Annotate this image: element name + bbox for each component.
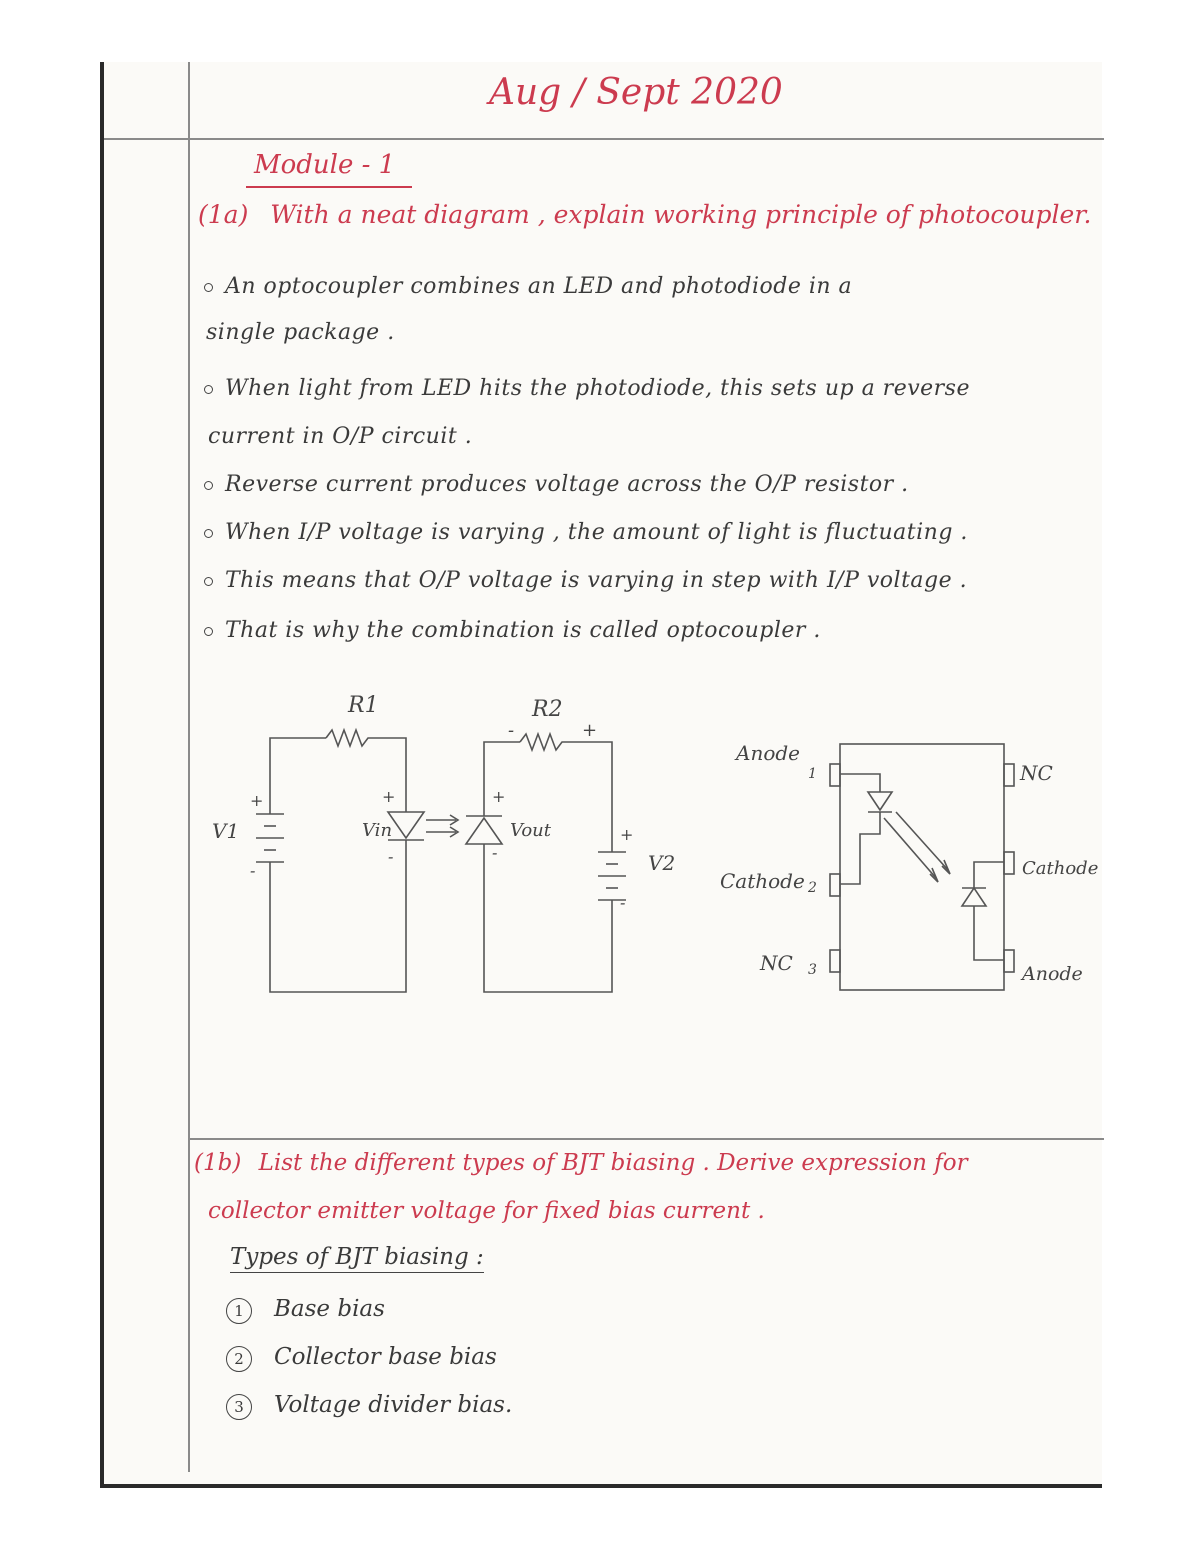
pd-plus-sign: + — [492, 787, 506, 806]
ic-pin4-label: Anode — [1022, 963, 1083, 985]
question-1b — [194, 1150, 968, 1176]
point-3: Reverse current produces voltage across the O/P resistor . — [204, 472, 909, 497]
question-1b-number: (1b) — [194, 1150, 242, 1176]
types-heading: Types of BJT biasing : — [230, 1244, 484, 1273]
r2-minus-sign: - — [508, 720, 515, 741]
ic-pin2-label: Cathode — [720, 869, 805, 893]
point-4: When I/P voltage is varying , the amount of light is fluctuating . — [204, 520, 968, 545]
point-2-cont: current in O/P circuit . — [208, 424, 473, 449]
led-minus-sign: - — [388, 847, 394, 866]
question-1a-text: With a neat diagram , explain working principle of photocoupler. — [270, 200, 1092, 229]
v1-label: V1 — [212, 819, 240, 843]
ic-pin6-label: NC — [1020, 761, 1053, 785]
r2-label: R2 — [532, 697, 563, 722]
ic-pin3-number: 3 — [808, 962, 817, 978]
type-item-3: 3 Voltage divider bias. — [226, 1392, 512, 1420]
r2-plus-sign: + — [582, 720, 598, 741]
point-6: That is why the combination is called optocoupler . — [204, 618, 821, 643]
vin-label: Vin — [362, 820, 393, 841]
ic-pin3-label: NC — [760, 951, 793, 975]
number-badge: 3 — [226, 1394, 252, 1420]
notebook-page — [100, 62, 1102, 1488]
v2-plus-sign: + — [620, 825, 634, 844]
module-heading: Module - 1 — [254, 150, 396, 180]
ic-pin1-number: 1 — [808, 766, 817, 782]
led-plus-sign: + — [382, 787, 396, 806]
pd-minus-sign: - — [492, 843, 498, 862]
optocoupler-circuit-diagram — [104, 62, 1104, 1062]
page-title: Aug / Sept 2020 — [489, 72, 783, 113]
section-divider — [188, 1138, 1104, 1140]
question-1a-number: (1a) — [198, 200, 249, 229]
type-item-2: 2 Collector base bias — [226, 1344, 497, 1372]
question-1b-text-line1: List the different types of BJT biasing . Derive expression for — [258, 1150, 968, 1176]
point-1: An optocoupler combines an LED and photodiode in a — [204, 274, 852, 299]
ic-pin1-label: Anode — [736, 741, 801, 765]
type-item-1: 1 Base bias — [226, 1296, 385, 1324]
v2-minus-sign: - — [620, 893, 626, 912]
number-badge: 1 — [226, 1298, 252, 1324]
number-badge: 2 — [226, 1346, 252, 1372]
v2-label: V2 — [648, 851, 676, 875]
question-1b-text-line2: collector emitter voltage for fixed bias current . — [208, 1198, 765, 1224]
point-1-cont: single package . — [206, 320, 395, 345]
r1-label: R1 — [348, 693, 379, 718]
vout-label: Vout — [510, 820, 552, 841]
ic-pin2-number: 2 — [808, 880, 817, 896]
ic-pin5-label: Cathode — [1022, 858, 1099, 879]
v1-minus-sign: - — [250, 861, 256, 880]
point-2: When light from LED hits the photodiode, this sets up a reverse — [204, 376, 970, 401]
point-5: This means that O/P voltage is varying in step with I/P voltage . — [204, 568, 967, 593]
v1-plus-sign: + — [250, 791, 264, 810]
